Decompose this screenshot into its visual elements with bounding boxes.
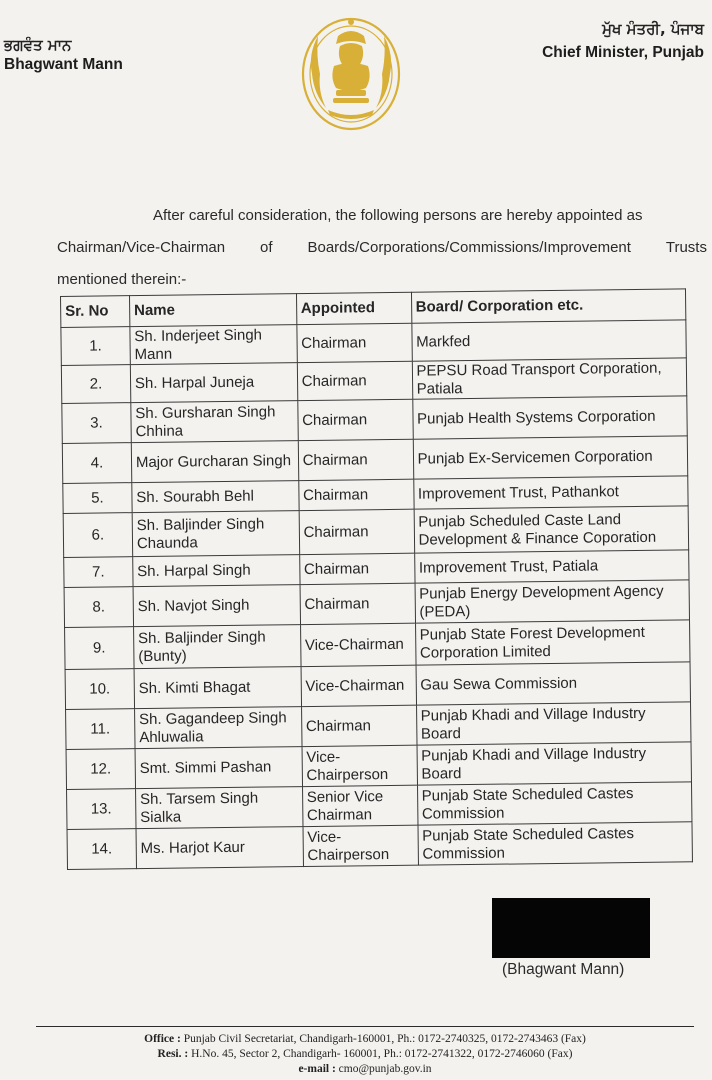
footer-divider (36, 1026, 694, 1027)
intro-word: Chairman/Vice-Chairman (57, 239, 226, 256)
table-row (63, 506, 688, 558)
cell-name: Sh. Gursharan Singh Chhina (131, 401, 298, 443)
cell-board: Gau Sewa Commission (416, 662, 691, 705)
table-row (67, 822, 692, 870)
cell-sr: 7. (64, 557, 133, 588)
cell-sr: 10. (65, 669, 134, 710)
cell-appointed: Chairman (299, 553, 414, 584)
cell-name: Sh. Navjot Singh (133, 585, 300, 627)
cell-appointed: Chairman (297, 361, 412, 400)
cell-sr: 6. (63, 513, 132, 558)
cell-board: Markfed (411, 320, 686, 361)
intro-paragraph (57, 200, 707, 296)
cell-board: Punjab State Scheduled Castes Commission (417, 782, 692, 825)
appointments-table (60, 288, 693, 870)
cell-name: Sh. Gagandeep Singh Ahluwalia (134, 707, 301, 749)
header-left (4, 36, 123, 74)
cell-board: Punjab Health Systems Corporation (412, 396, 687, 439)
cell-name: Sh. Inderjeet Singh Mann (130, 325, 297, 365)
cell-appointed: Chairman (298, 439, 413, 480)
cell-appointed: Vice-Chairperson (303, 825, 418, 866)
column-header-sr: Sr. No (61, 296, 130, 328)
footer-email: e-mail : cmo@punjab.gov.in (298, 1063, 432, 1075)
intro-line-3: mentioned therein:- (57, 271, 187, 288)
cell-sr: 4. (62, 443, 131, 484)
footer-office: Office : Punjab Civil Secretariat, Chandigarh-160001, Ph.: 0172-2740325, 0172-2743463 (Fax) (144, 1033, 586, 1045)
title-english: Chief Minister, Punjab (542, 44, 704, 61)
cell-sr: 14. (67, 829, 136, 870)
cell-board: Punjab Khadi and Village Industry Board (416, 702, 691, 745)
cell-name: Sh. Tarsem Singh Sialka (135, 787, 302, 829)
cell-name: Sh. Baljinder Singh (Bunty) (133, 625, 300, 669)
column-header-appointed: Appointed (296, 292, 411, 324)
header-right (542, 20, 704, 62)
footer (36, 1032, 694, 1077)
cell-board: Punjab Scheduled Caste Land Development & Finance Coporation (414, 506, 689, 553)
cell-sr: 11. (66, 709, 135, 750)
cell-sr: 3. (62, 403, 131, 444)
signatory-name: (Bhagwant Mann) (502, 961, 625, 978)
cell-sr: 5. (63, 483, 132, 514)
cell-board: Improvement Trust, Pathankot (413, 476, 688, 509)
cell-appointed: Senior Vice Chairman (302, 785, 417, 826)
cell-sr: 8. (64, 587, 133, 628)
cell-name: Smt. Simmi Pashan (135, 747, 302, 789)
cell-appointed: Chairman (301, 705, 416, 746)
cell-sr: 2. (61, 365, 130, 404)
cell-appointed: Chairman (296, 323, 411, 362)
cell-board: Punjab State Scheduled Castes Commission (418, 822, 693, 865)
cell-sr: 1. (61, 327, 130, 366)
cell-appointed: Chairman (300, 583, 415, 624)
column-header-board: Board/ Corporation etc. (411, 289, 686, 323)
intro-word: Trusts (665, 239, 707, 256)
cell-board: Punjab State Forest Development Corporation Limited (415, 620, 690, 665)
title-punjabi: ਮੁੱਖ ਮੰਤਰੀ, ਪੰਜਾਬ (602, 20, 704, 38)
intro-word: Boards/Corporations/Commissions/Improvement (307, 239, 631, 256)
cell-appointed: Vice-Chairperson (302, 745, 417, 786)
cell-sr: 13. (67, 789, 136, 830)
cell-name: Major Gurcharan Singh (131, 441, 298, 483)
footer-residence: Resi. : H.No. 45, Sector 2, Chandigarh- 160001, Ph.: 0172-2741322, 0172-2746060 (Fax) (157, 1048, 573, 1060)
state-emblem-icon (298, 14, 404, 134)
cell-board: Punjab Energy Development Agency (PEDA) (415, 580, 690, 623)
table-body (61, 320, 693, 870)
cell-board: Punjab Ex-Servicemen Corporation (413, 436, 688, 479)
redacted-signature (492, 898, 650, 958)
intro-line-1: After careful consideration, the following persons are hereby appointed as (153, 207, 643, 224)
cell-name: Sh. Baljinder Singh Chaunda (132, 511, 299, 557)
cell-sr: 9. (65, 627, 134, 670)
cell-appointed: Chairman (298, 479, 413, 510)
cell-sr: 12. (66, 749, 135, 790)
name-english: Bhagwant Mann (4, 56, 123, 73)
intro-line-2 (57, 232, 707, 264)
cell-appointed: Vice-Chairman (300, 623, 415, 666)
cell-name: Sh. Sourabh Behl (132, 481, 299, 513)
cell-appointed: Chairman (297, 399, 412, 440)
cell-board: PEPSU Road Transport Corporation, Patiala (412, 358, 687, 399)
cell-appointed: Chairman (299, 509, 414, 554)
cell-appointed: Vice-Chairman (301, 665, 416, 706)
intro-word: of (260, 239, 273, 256)
cell-name: Sh. Harpal Singh (133, 555, 300, 587)
cell-name: Sh. Kimti Bhagat (134, 667, 301, 709)
cell-board: Punjab Khadi and Village Industry Board (417, 742, 692, 785)
name-punjabi: ਭਗਵੰਤ ਮਾਨ (4, 36, 72, 54)
cell-name: Ms. Harjot Kaur (136, 827, 303, 869)
column-header-name: Name (129, 294, 296, 327)
cell-name: Sh. Harpal Juneja (130, 363, 297, 403)
cell-board: Improvement Trust, Patiala (414, 550, 689, 583)
